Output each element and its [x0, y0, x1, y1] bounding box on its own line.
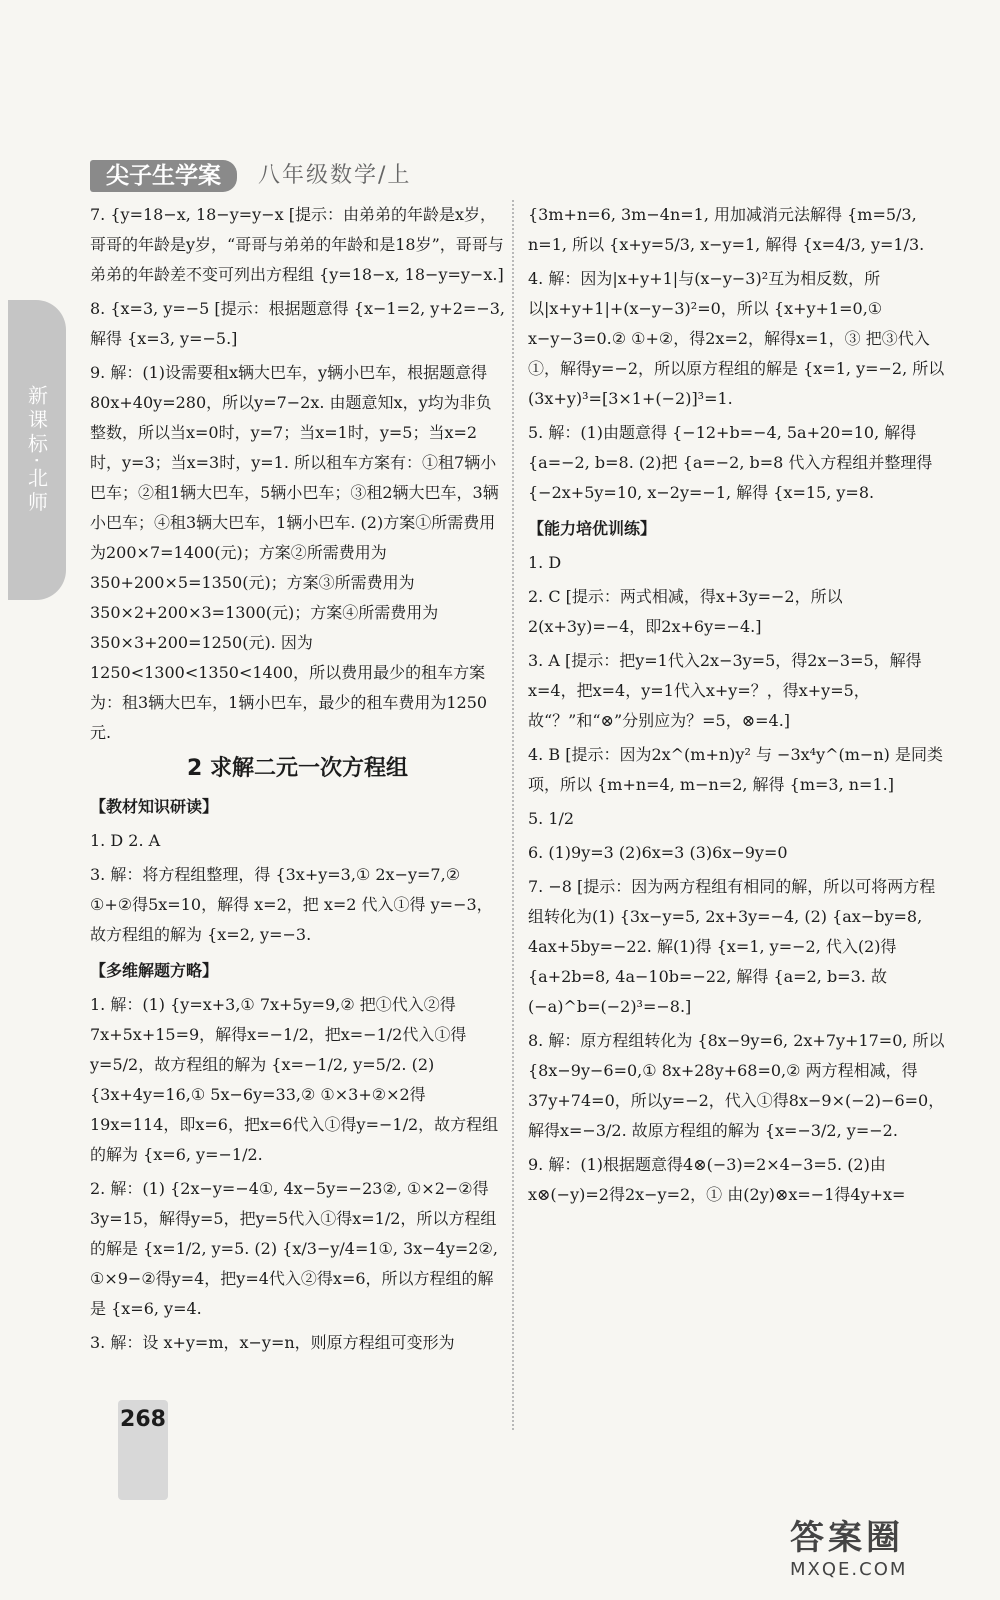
page-number: 268: [120, 1407, 166, 1432]
section-title: 2 求解二元一次方程组: [187, 756, 408, 781]
answer-paragraph: 7. {y=18−x, 18−y=y−x [提示：由弟弟的年龄是x岁，哥哥的年龄是y岁，“哥哥与弟弟的年龄和是18岁”，哥哥与弟弟的年龄差不变可列出方程组 {y=18−x, 18−y=y−x.]: [90, 205, 504, 284]
logo-text: 答案圈: [790, 1518, 904, 1558]
page-header: [90, 160, 510, 194]
answer-paragraph: 5. 1/2: [528, 809, 575, 828]
answer-paragraph: 1. D: [528, 553, 562, 572]
answer-paragraph: 2. 解：(1) {2x−y=−4①, 4x−5y=−23②, ①×2−②得3y=15，解得y=5，把y=5代入①得x=1/2，所以方程组的解是 {x=1/2, y=5. (2) {x/3−y/4=1①, 3x−4y=2②, ①×9−②得y=4，把y=4代入②得x=6，所以方程组的解是 {x=6, y=4.: [90, 1179, 498, 1318]
answer-paragraph: 3. A [提示：把y=1代入2x−3y=5，得2x−3=5，解得x=4，把x=4，y=1代入x+y=？，得x+y=5，故“？”和“⊗”分别应为？=5，⊗=4.]: [528, 651, 922, 730]
answer-paragraph: 1. 解：(1) {y=x+3,① 7x+5y=9,② 把①代入②得7x+5x+15=9，解得x=−1/2，把x=−1/2代入①得y=5/2，故方程组的解为 {x=−1/2, y=5/2. (2) {3x+4y=16,① 5x−6y=33,② ①×3+②×2得19x=114，即x=6，把x=6代入①得y=−1/2，故方程组的解为 {x=6, y=−1/2.: [90, 995, 499, 1164]
answer-paragraph: 7. −8 [提示：因为两方程组有相同的解，所以可将两方程组转化为(1) {3x−y=5, 2x+3y=−4, (2) {ax−by=8, 4ax+5by=−22. 解(1)得 {x=1, y=−2, 代入(2)得 {a+2b=8, 4a−10b=−22, 解得 {a=2, b=3. 故(−a)^b=(−2)³=−8.]: [528, 877, 936, 1016]
brand-title: 尖子生学案: [90, 160, 237, 192]
answer-paragraph: 9. 解：(1)根据题意得4⊗(−3)=2×4−3=5. (2)由x⊗(−y)=2得2x−y=2，① 由(2y)⊗x=−1得4y+x=: [528, 1155, 906, 1204]
answer-paragraph: 8. {x=3, y=−5 [提示：根据题意得 {x−1=2, y+2=−3, 解得 {x=3, y=−5.]: [90, 299, 506, 348]
answer-paragraph: 1. D 2. A: [90, 831, 161, 850]
right-column: [528, 200, 948, 1214]
side-tab: 新课标·北师: [8, 300, 66, 600]
answer-paragraph: 5. 解：(1)由题意得 {−12+b=−4, 5a+20=10, 解得 {a=−2, b=8. (2)把 {a=−2, b=8 代入方程组并整理得 {−2x+5y=10, x−2y=−1, 解得 {x=15, y=8.: [528, 423, 933, 502]
answer-paragraph: {3m+n=6, 3m−4n=1, 用加减消元法解得 {m=5/3, n=1, 所以 {x+y=5/3, x−y=1, 解得 {x=4/3, y=1/3.: [528, 205, 925, 254]
left-column: [90, 200, 505, 1362]
answer-paragraph: 4. 解：因为|x+y+1|与(x−y−3)²互为相反数，所以|x+y+1|+(x−y−3)²=0，所以 {x+y+1=0,① x−y−3=0.② ①+②，得2x=2，解得x=1，③ 把③代入①，解得y=−2，所以原方程组的解是 {x=1, y=−2, 所以(3x+y)³=[3×1+(−2)]³=1.: [528, 269, 945, 408]
answer-paragraph: 8. 解：原方程组转化为 {8x−9y=6, 2x+7y+17=0, 所以 {8x−9y−6=0,① 8x+28y+68=0,② 两方程相减，得37y+74=0，所以y=−2，代入①得8x−9×(−2)−6=0，解得x=−3/2. 故原方程组的解为 {x=−3/2, y=−2.: [528, 1031, 945, 1140]
section-tag: 【教材知识研读】: [90, 797, 219, 816]
answer-paragraph: 6. (1)9y=3 (2)6x=3 (3)6x−9y=0: [528, 843, 788, 862]
answer-paragraph: 3. 解：设 x+y=m，x−y=n，则原方程组可变形为: [90, 1333, 455, 1352]
answer-paragraph: 2. C [提示：两式相减，得x+3y=−2，所以2(x+3y)=−4，即2x+6y=−4.]: [528, 587, 843, 636]
logo-url: MXQE.COM: [790, 1559, 908, 1580]
column-divider: [512, 200, 514, 1430]
answer-paragraph: 4. B [提示：因为2x^(m+n)y² 与 −3x⁴y^(m−n) 是同类项，所以 {m+n=4, m−n=2, 解得 {m=3, n=1.]: [528, 745, 943, 794]
watermark-logo: [790, 1510, 970, 1590]
answer-paragraph: 3. 解：将方程组整理，得 {3x+y=3,① 2x−y=7,② ①+②得5x=10，解得 x=2，把 x=2 代入①得 y=−3，故方程组的解为 {x=2, y=−3.: [90, 865, 493, 944]
section-tag: 【多维解题方略】: [90, 961, 219, 980]
answer-paragraph: 9. 解：(1)设需要租x辆大巴车，y辆小巴车，根据题意得80x+40y=280，所以y=7−2x. 由题意知x，y均为非负整数，所以当x=0时，y=7；当x=1时，y=5；当x=2时，y=3；当x=3时，y=1. 所以租车方案有：①租7辆小巴车；②租1辆大巴车，5辆小巴车；③租2辆大巴车，3辆小巴车；④租3辆大巴车，1辆小巴车. (2)方案①所需费用为200×7=1400(元)；方案②所需费用为350+200×5=1350(元)；方案③所需费用为350×2+200×3=1300(元)；方案④所需费用为350×3+200=1250(元). 因为1250<1300<1350<1400，所以费用最少的租车方案为：租3辆大巴车，1辆小巴车，最少的租车费用为1250元.: [90, 363, 499, 742]
book-subtitle: 八年级数学/上: [258, 163, 412, 188]
section-tag: 【能力培优训练】: [528, 519, 657, 538]
